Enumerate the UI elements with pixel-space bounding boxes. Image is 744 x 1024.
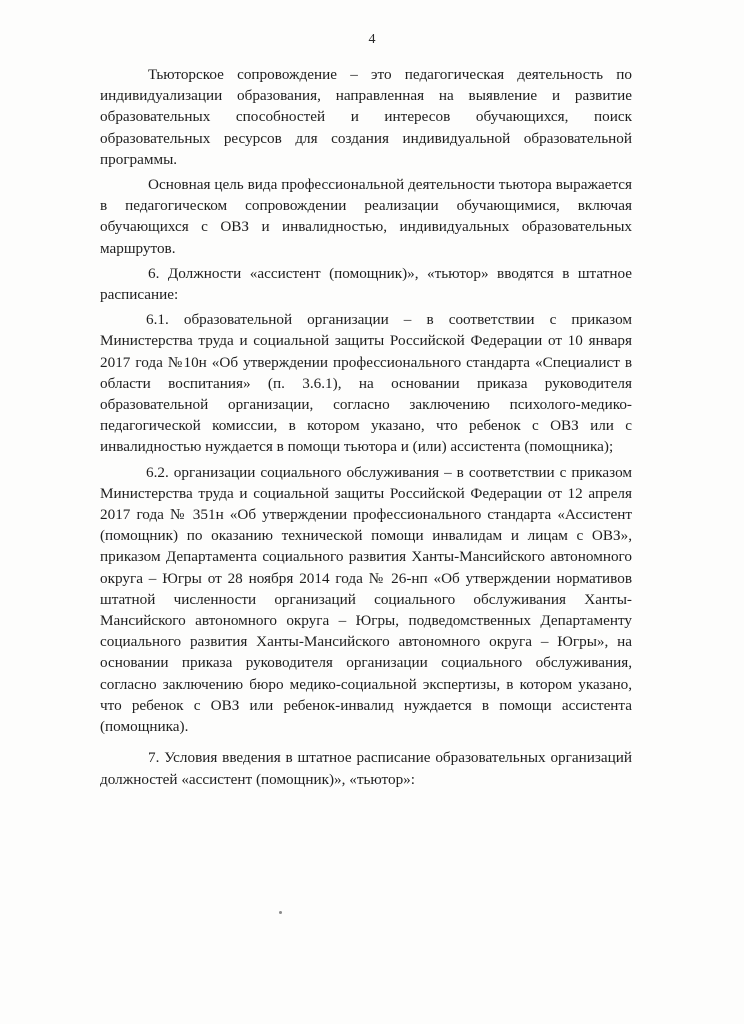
paragraph-item-6-2: 6.2. организации социального обслуживания – в соответствии с приказом Министерства труда и социальной защиты Российской Федерации от 12 апреля 2017 года № 351н «Об утверждении профессионального стандарта «Ассистент (помощник) по оказанию технической помощи инвалидам и лицам с ОВЗ», приказом Департамента социального развития Ханты-Мансийского автономного округа – Югры от 28 ноября 2014 года № 26-нп «Об утверждении нормативов штатной численности организаций социального обслуживания Ханты-Мансийского автономного округа – Югры, подведомственных Департаменту социального развития Ханты-Мансийского автономного округа – Югры», на основании приказа руководителя организации социального обслуживания, согласно заключению бюро медико-социальной экспертизы, в котором указано, что ребенок с ОВЗ или ребенок-инвалид нуждается в помощи ассистента (помощника). — [100, 463, 632, 736]
paragraph-item-6: 6. Должности «ассистент (помощник)», «тьютор» вводятся в штатное расписание: — [100, 264, 632, 304]
paragraph-tutor-definition: Тьюторское сопровождение – это педагогическая деятельность по индивидуализации образования, направленная на выявление и развитие образовательных способностей и интересов обучающихся, поиск образовательных ресурсов для создания индивидуальной образовательной программы. — [100, 66, 632, 168]
paragraph-tutor-goal: Основная цель вида профессиональной деятельности тьютора выражается в педагогическом сопровождении реализации обучающимися, включая обучающихся с ОВЗ и инвалидностью, индивидуальных образовательных маршрутов. — [100, 176, 632, 257]
paragraph-item-7: 7. Условия введения в штатное расписание образовательных организаций должностей «ассистент (помощник)», «тьютор»: — [100, 749, 632, 788]
document-body — [100, 64, 632, 794]
page-number: 4 — [368, 32, 376, 47]
scan-speck — [279, 911, 282, 914]
paragraph-item-6-1: 6.1. образовательной организации – в соответствии с приказом Министерства труда и социальной защиты Российской Федерации от 10 января 2017 года №10н «Об утверждении профессионального стандарта «Специалист в области воспитания» (п. 3.6.1), на основании приказа руководителя образовательной организации, согласно заключению психолого-медико-педагогической комиссии, в котором указано, что ребенок с ОВЗ или с инвалидностью нуждается в помощи тьютора и (или) ассистента (помощника); — [100, 311, 632, 456]
